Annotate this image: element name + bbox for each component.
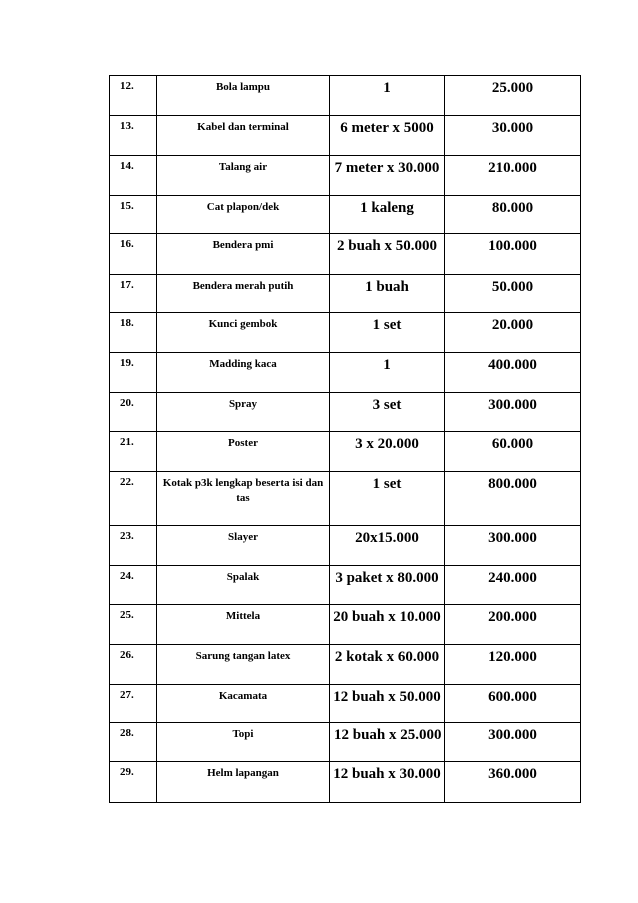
table-row [110,156,581,196]
item-name-cell: Kacamata [157,685,330,723]
item-name-cell: Bendera pmi [157,234,330,275]
row-number-cell: 16. [110,234,157,275]
price-cell: 30.000 [445,116,581,156]
table-row [110,353,581,393]
price-cell: 60.000 [445,432,581,472]
table-row [110,605,581,645]
price-cell: 300.000 [445,723,581,762]
row-number-cell: 23. [110,526,157,566]
quantity-cell: 6 meter x 5000 [330,116,445,156]
price-cell: 25.000 [445,76,581,116]
price-cell: 360.000 [445,762,581,803]
table-row [110,762,581,803]
row-number-cell: 13. [110,116,157,156]
quantity-cell: 7 meter x 30.000 [330,156,445,196]
table-row [110,393,581,432]
quantity-cell: 2 buah x 50.000 [330,234,445,275]
item-name-cell: Madding kaca [157,353,330,393]
row-number-cell: 24. [110,566,157,605]
table-row [110,723,581,762]
table-row [110,472,581,526]
item-name-cell: Spalak [157,566,330,605]
row-number-cell: 21. [110,432,157,472]
item-name-cell: Mittela [157,605,330,645]
item-name-cell: Sarung tangan latex [157,645,330,685]
quantity-cell: 12 buah x 25.000 [330,723,445,762]
row-number-cell: 19. [110,353,157,393]
price-cell: 300.000 [445,393,581,432]
item-name-cell: Bendera merah putih [157,275,330,313]
price-cell: 20.000 [445,313,581,353]
table-row [110,685,581,723]
price-cell: 80.000 [445,196,581,234]
quantity-cell: 1 buah [330,275,445,313]
price-cell: 600.000 [445,685,581,723]
row-number-cell: 15. [110,196,157,234]
table-row [110,76,581,116]
quantity-cell: 1 set [330,472,445,526]
quantity-cell: 2 kotak x 60.000 [330,645,445,685]
quantity-cell: 1 [330,353,445,393]
row-number-cell: 27. [110,685,157,723]
row-number-cell: 17. [110,275,157,313]
row-number-cell: 12. [110,76,157,116]
items-table [109,75,581,803]
table-row [110,566,581,605]
row-number-cell: 20. [110,393,157,432]
item-name-cell: Topi [157,723,330,762]
quantity-cell: 1 [330,76,445,116]
quantity-cell: 3 set [330,393,445,432]
price-cell: 200.000 [445,605,581,645]
item-name-cell: Poster [157,432,330,472]
quantity-cell: 1 set [330,313,445,353]
items-table-body [110,76,581,803]
item-name-cell: Helm lapangan [157,762,330,803]
quantity-cell: 3 x 20.000 [330,432,445,472]
price-cell: 50.000 [445,275,581,313]
quantity-cell: 20x15.000 [330,526,445,566]
item-name-cell: Kotak p3k lengkap beserta isi dan tas [157,472,330,526]
item-name-cell: Kunci gembok [157,313,330,353]
quantity-cell: 12 buah x 50.000 [330,685,445,723]
table-row [110,234,581,275]
item-name-cell: Talang air [157,156,330,196]
table-row [110,275,581,313]
table-row [110,196,581,234]
item-name-cell: Cat plapon/dek [157,196,330,234]
item-name-cell: Bola lampu [157,76,330,116]
price-cell: 120.000 [445,645,581,685]
price-cell: 240.000 [445,566,581,605]
quantity-cell: 3 paket x 80.000 [330,566,445,605]
price-cell: 100.000 [445,234,581,275]
row-number-cell: 18. [110,313,157,353]
price-cell: 800.000 [445,472,581,526]
row-number-cell: 28. [110,723,157,762]
item-name-cell: Spray [157,393,330,432]
price-cell: 300.000 [445,526,581,566]
quantity-cell: 1 kaleng [330,196,445,234]
row-number-cell: 25. [110,605,157,645]
row-number-cell: 14. [110,156,157,196]
price-cell: 400.000 [445,353,581,393]
item-name-cell: Kabel dan terminal [157,116,330,156]
table-row [110,645,581,685]
quantity-cell: 12 buah x 30.000 [330,762,445,803]
table-row [110,526,581,566]
quantity-cell: 20 buah x 10.000 [330,605,445,645]
row-number-cell: 26. [110,645,157,685]
row-number-cell: 22. [110,472,157,526]
item-name-cell: Slayer [157,526,330,566]
table-row [110,116,581,156]
row-number-cell: 29. [110,762,157,803]
price-cell: 210.000 [445,156,581,196]
table-row [110,432,581,472]
table-row [110,313,581,353]
